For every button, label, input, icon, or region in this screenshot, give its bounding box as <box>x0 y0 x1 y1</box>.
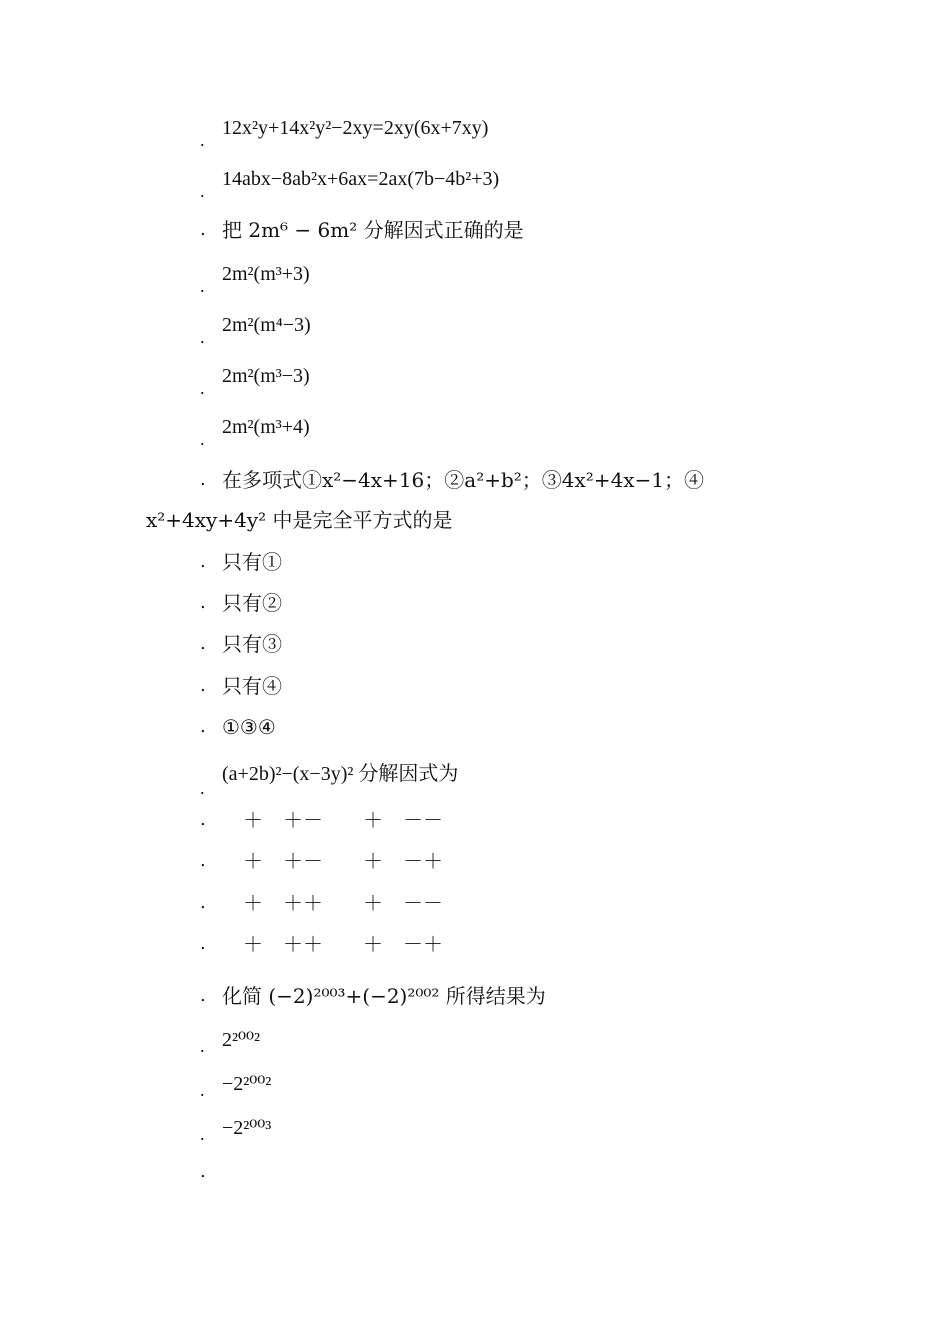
option-text: 只有③ <box>222 632 282 656</box>
question-text: 在多项式①x²−4x+16；②a²+b²；③4x²+4x−1；④ <box>222 468 705 492</box>
bullet-dot: . <box>200 469 206 490</box>
bullet-dot: . <box>200 130 205 150</box>
bullet-dot: . <box>200 592 206 613</box>
bullet-dot: . <box>200 892 206 913</box>
option-text: 2m²(m³+4) <box>222 416 310 438</box>
bullet-dot: . <box>200 933 206 954</box>
bullet-dot: . <box>200 429 205 449</box>
option-text: ＋ ＋－ ＋ －＋ <box>243 849 443 873</box>
option-text: 2m²(m³−3) <box>222 365 310 387</box>
bullet-dot: . <box>200 985 206 1006</box>
option-text: 只有① <box>222 550 282 574</box>
bullet-dot: . <box>200 378 205 398</box>
bullet-dot: . <box>200 276 205 296</box>
bullet-dot: . <box>200 675 206 696</box>
option-text: −2²⁰⁰³ <box>222 1117 272 1139</box>
bullet-dot: . <box>200 551 206 572</box>
question-text: 把 2m⁶ − 6m² 分解因式正确的是 <box>222 218 524 242</box>
question-text: x²+4xy+4y² 中是完全平方式的是 <box>146 508 453 532</box>
bullet-dot: . <box>200 716 206 737</box>
question-text: 化简 (−2)²⁰⁰³+(−2)²⁰⁰² 所得结果为 <box>222 984 546 1008</box>
bullet-dot: . <box>200 633 206 654</box>
option-text: −2²⁰⁰² <box>222 1073 272 1095</box>
bullet-dot: . <box>200 1124 205 1144</box>
option-text: ＋ ＋＋ ＋ －＋ <box>243 932 443 956</box>
option-text: 2²⁰⁰² <box>222 1029 261 1051</box>
option-text: 只有④ <box>222 674 282 698</box>
option-text: ①③④ <box>222 715 276 739</box>
bullet-dot: . <box>200 327 205 347</box>
option-text: 2m²(m³+3) <box>222 263 310 285</box>
bullet-dot: . <box>200 778 205 798</box>
option-text: 只有② <box>222 591 282 615</box>
bullet-dot: . <box>200 1080 205 1100</box>
option-text: 14abx−8ab²x+6ax=2ax(7b−4b²+3) <box>222 168 500 190</box>
bullet-dot: . <box>200 850 206 871</box>
bullet-dot: . <box>200 1036 205 1056</box>
option-text: ＋ ＋－ ＋ －－ <box>243 808 443 832</box>
bullet-dot: . <box>200 1161 206 1182</box>
bullet-dot: . <box>200 809 206 830</box>
option-text: 2m²(m⁴−3) <box>222 314 311 336</box>
bullet-dot: . <box>200 181 205 201</box>
bullet-dot: . <box>200 219 206 240</box>
option-text: ＋ ＋＋ ＋ －－ <box>243 891 443 915</box>
question-text: (a+2b)²−(x−3y)² 分解因式为 <box>222 763 459 785</box>
option-text: 12x²y+14x²y²−2xy=2xy(6x+7xy) <box>222 117 489 139</box>
